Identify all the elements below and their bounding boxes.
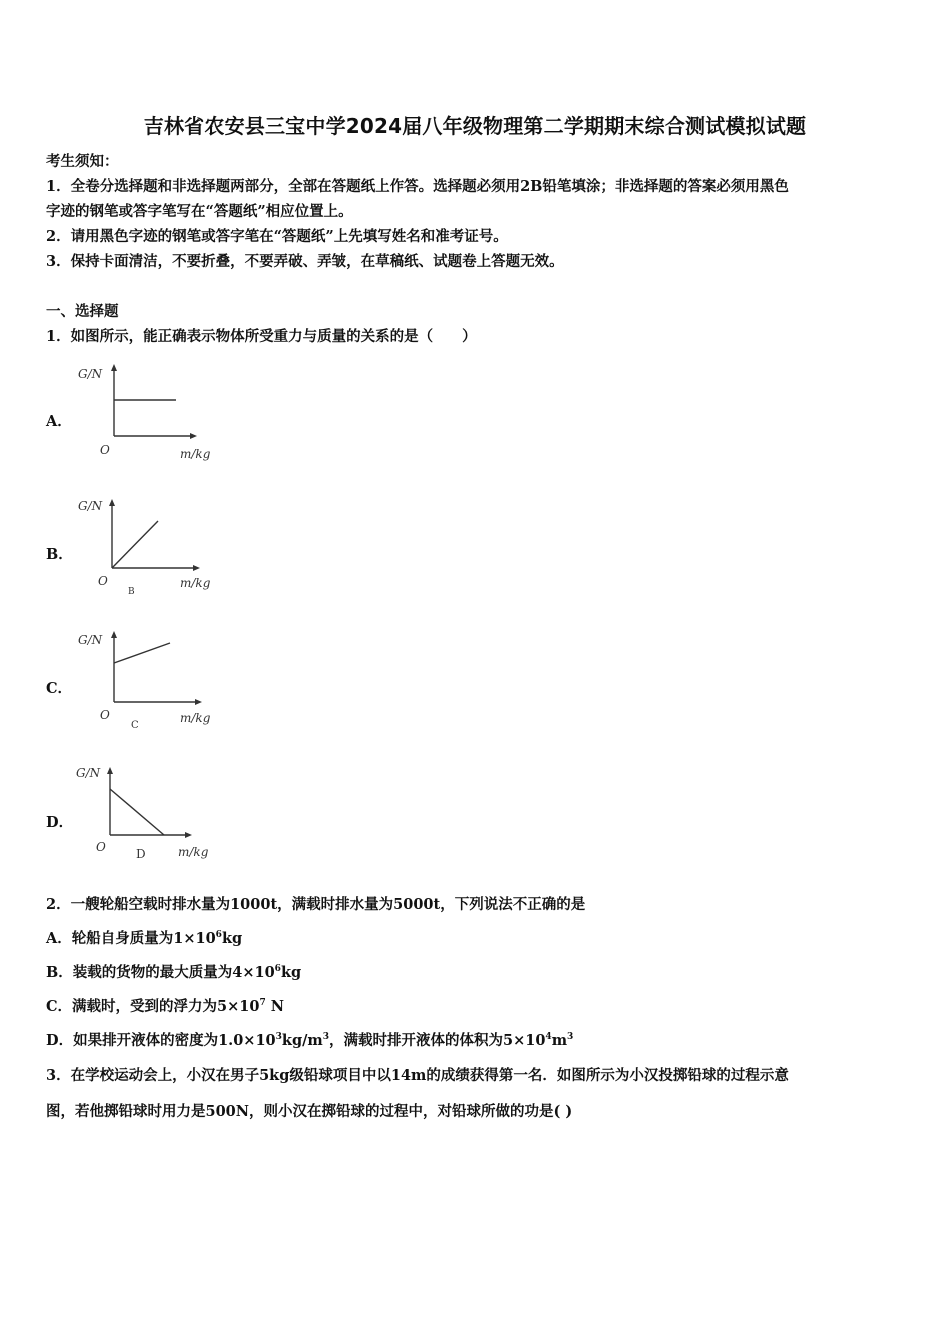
q2-a-text: A．轮船自身质量为1×10 (46, 930, 216, 947)
q2-c-unit: N (265, 998, 285, 1015)
notice-item-2: 2．请用黑色字迹的钢笔或答字笔在“答题纸”上先填写姓名和准考证号。 (46, 228, 508, 245)
q2-option-b (46, 963, 301, 983)
q1-c-xlabel: m/kg (180, 711, 211, 725)
notice-item-1: 1．全卷分选择题和非选择题两部分，全部在答题纸上作答。选择题必须用2B铅笔填涂；非选择题的答案必须用黑色 (46, 178, 789, 195)
q2-d-unit1: kg/m (281, 1032, 323, 1049)
q2-b-unit: kg (280, 964, 302, 981)
q2-d-exp4: 3 (567, 1032, 574, 1042)
q2-option-d (46, 1031, 573, 1051)
page-title: 吉林省农安县三宝中学2024届八年级物理第二学期期末综合测试模拟试题 (143, 114, 807, 138)
q2-c-text: C．满载时，受到的浮力为5×10 (46, 998, 260, 1015)
q1-option-b-label: B． (46, 546, 73, 563)
q2-d-unit2: m (551, 1032, 568, 1049)
q1-option-c-label: C． (46, 680, 73, 697)
q2-option-c (46, 997, 284, 1017)
q2-d-text2: ，满载时排开液体的体积为5×10 (329, 1032, 546, 1049)
question-3-line-2: 图，若他掷铅球时用力是500N，则小汉在掷铅球的过程中，对铅球所做的功是( ) (46, 1103, 573, 1120)
q2-b-text: B．装载的货物的最大质量为4×10 (46, 964, 275, 981)
section-heading: 一、选择题 (46, 303, 119, 320)
q1-option-a-label: A． (46, 413, 72, 430)
q2-d-text: D．如果排开液体的密度为1.0×10 (46, 1032, 276, 1049)
q1-c-ylabel: G/N (78, 633, 103, 647)
question-1-stem: 1．如图所示，能正确表示物体所受重力与质量的关系的是（ ） (46, 328, 477, 345)
q1-d-ylabel: G/N (76, 766, 101, 780)
q1-d-sub: D (136, 847, 146, 861)
q1-d-data-line (110, 789, 164, 835)
q1-a-origin: O (100, 443, 110, 457)
q1-option-a-graph (76, 362, 226, 462)
q1-a-xlabel: m/kg (180, 447, 211, 461)
q1-b-data-line (112, 521, 158, 568)
q1-option-c-graph (76, 628, 226, 728)
q2-option-a (46, 929, 242, 949)
q2-d-exp3: 4 (545, 1032, 552, 1042)
q1-option-d-label: D． (46, 814, 74, 831)
question-2-stem: 2．一艘轮船空载时排水量为1000t，满载时排水量为5000t，下列说法不正确的是 (46, 896, 586, 913)
q1-option-d-graph (76, 762, 226, 862)
q1-a-ylabel: G/N (78, 367, 103, 381)
q2-d-exp2: 3 (322, 1032, 329, 1042)
question-3-line-1: 3．在学校运动会上，小汉在男子5kg级铅球项目中以14m的成绩获得第一名．如图所示为小汉投掷铅球的过程示意 (46, 1067, 789, 1084)
q1-b-ylabel: G/N (78, 499, 103, 513)
q1-c-origin: O (100, 708, 110, 722)
q1-d-origin: O (96, 840, 106, 854)
q1-b-sub: B (128, 587, 135, 594)
notice-heading: 考生须知： (46, 153, 119, 170)
q2-b-exp: 6 (274, 964, 281, 974)
notice-item-1-cont: 字迹的钢笔或答字笔写在“答题纸”相应位置上。 (46, 203, 353, 220)
q1-option-b-graph (76, 494, 226, 594)
q1-c-sub: C (131, 720, 139, 728)
q1-d-xlabel: m/kg (178, 845, 209, 859)
q1-b-origin: O (98, 574, 108, 588)
q2-d-exp1: 3 (275, 1032, 282, 1042)
q1-b-xlabel: m/kg (180, 576, 211, 590)
q1-c-data-line (114, 643, 170, 663)
q2-c-exp: 7 (259, 998, 266, 1008)
q2-a-exp: 6 (215, 930, 222, 940)
notice-item-3: 3．保持卡面清洁，不要折叠，不要弄破、弄皱，在草稿纸、试题卷上答题无效。 (46, 253, 564, 270)
q2-a-unit: kg (221, 930, 243, 947)
